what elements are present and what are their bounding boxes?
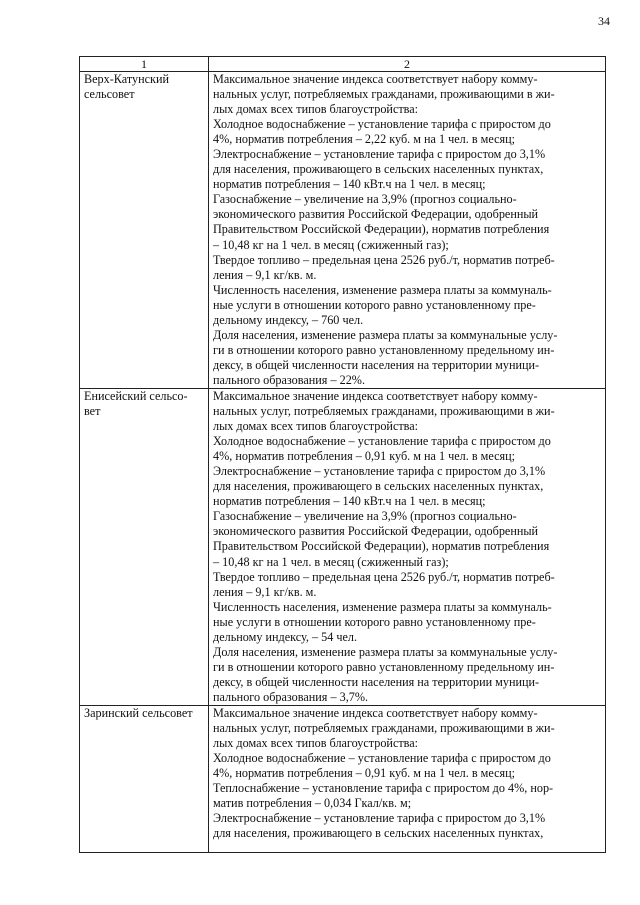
settlement-name-cell [80,705,209,852]
settlement-name-line: вет [84,403,101,418]
description-line: – 10,48 кг на 1 чел. в месяц (сжиженный газ); [213,554,449,569]
page-number: 34 [598,14,610,28]
tariff-table [79,56,606,853]
description-line: для населения, проживающего в сельских населенных пунктах, [213,826,544,841]
description-line: экономического развития Российской Федерации, одобренный [213,207,539,222]
description-line: пального образования – 22%. [213,372,365,387]
description-line: Максимальное значение индекса соответствует набору комму- [213,705,538,720]
table-row [80,388,606,705]
description-line: ные услуги в отношении которого равно установленному пре- [213,614,536,629]
description-line: лых домах всех типов благоустройства: [213,102,419,117]
table-header-row [80,57,606,72]
description-line: Численность населения, изменение размера платы за коммуналь- [213,599,552,614]
settlement-name-line: Заринский сельсовет [84,705,193,720]
description-line: ления – 9,1 кг/кв. м. [213,584,317,599]
description-line: лых домах всех типов благоустройства: [213,419,419,434]
description-line: экономического развития Российской Федерации, одобренный [213,524,539,539]
description-line: дексу, в общей численности населения на территории муници- [213,357,540,372]
description-line: Холодное водоснабжение – установление тарифа с приростом до [213,751,551,766]
description-line: Холодное водоснабжение – установление тарифа с приростом до [213,434,551,449]
settlement-name-line: Верх-Катунский [84,72,170,86]
settlement-name-line: Енисейский сельсо- [84,388,188,403]
description-line: ги в отношении которого равно установленному предельному ин- [213,342,555,357]
description-line: для населения, проживающего в сельских населенных пунктах, [213,162,544,177]
table-body [80,72,606,853]
description-line: Электроснабжение – установление тарифа с приростом до 3,1% [213,147,546,162]
description-line: Твердое топливо – предельная цена 2526 руб./т, норматив потреб- [213,252,555,267]
description-line: Газоснабжение – увеличение на 3,9% (прогноз социально- [213,192,517,207]
column-header-1: 1 [80,57,209,72]
settlement-name-cell [80,388,209,705]
description-line: дексу, в общей численности населения на территории муници- [213,674,540,689]
description-line: Доля населения, изменение размера платы за коммунальные услу- [213,327,558,342]
tariff-description-cell [209,705,606,852]
description-line: – 10,48 кг на 1 чел. в месяц (сжиженный газ); [213,237,449,252]
tariff-description-cell [209,72,606,389]
description-line: Газоснабжение – увеличение на 3,9% (прогноз социально- [213,509,517,524]
column-header-2: 2 [209,57,606,72]
description-line: нальных услуг, потребляемых гражданами, проживающими в жи- [213,87,555,102]
description-line: Теплоснабжение – установление тарифа с приростом до 4%, нор- [213,781,554,796]
description-line: Численность населения, изменение размера платы за коммуналь- [213,282,552,297]
description-line: Правительством Российской Федерации), норматив потребления [213,539,550,554]
description-line: Доля населения, изменение размера платы за коммунальные услу- [213,644,558,659]
table-row [80,705,606,852]
description-line: матив потребления – 0,034 Гкал/кв. м; [213,796,412,811]
tariff-description-cell [209,388,606,705]
description-line: норматив потребления – 140 кВт.ч на 1 чел. в месяц; [213,494,486,509]
description-line: лых домах всех типов благоустройства: [213,736,419,751]
description-line: дельному индексу, – 760 чел. [213,312,364,327]
description-line: нальных услуг, потребляемых гражданами, проживающими в жи- [213,404,555,419]
description-line: Электроснабжение – установление тарифа с приростом до 3,1% [213,464,546,479]
description-line: Максимальное значение индекса соответствует набору комму- [213,72,538,86]
description-line: пального образования – 3,7%. [213,689,369,704]
description-line: нальных услуг, потребляемых гражданами, проживающими в жи- [213,721,555,736]
description-line: 4%, норматив потребления – 0,91 куб. м на 1 чел. в месяц; [213,766,515,781]
settlement-name-cell [80,72,209,389]
description-line: ления – 9,1 кг/кв. м. [213,267,317,282]
description-line: Твердое топливо – предельная цена 2526 руб./т, норматив потреб- [213,569,555,584]
description-line: ги в отношении которого равно установленному предельному ин- [213,659,555,674]
table-row [80,72,606,389]
description-line: 4%, норматив потребления – 2,22 куб. м на 1 чел. в месяц; [213,132,515,147]
description-line: Холодное водоснабжение – установление тарифа с приростом до [213,117,551,132]
description-line: для населения, проживающего в сельских населенных пунктах, [213,479,544,494]
description-line: Электроснабжение – установление тарифа с приростом до 3,1% [213,811,546,826]
description-line: ные услуги в отношении которого равно установленному пре- [213,297,536,312]
description-line: Максимальное значение индекса соответствует набору комму- [213,388,538,403]
settlement-name-line: сельсовет [84,87,135,101]
description-line: Правительством Российской Федерации), норматив потребления [213,222,550,237]
description-line: дельному индексу, – 54 чел. [213,629,358,644]
description-line: 4%, норматив потребления – 0,91 куб. м на 1 чел. в месяц; [213,449,515,464]
description-continued [213,706,601,852]
description-line: норматив потребления – 140 кВт.ч на 1 чел. в месяц; [213,177,486,192]
